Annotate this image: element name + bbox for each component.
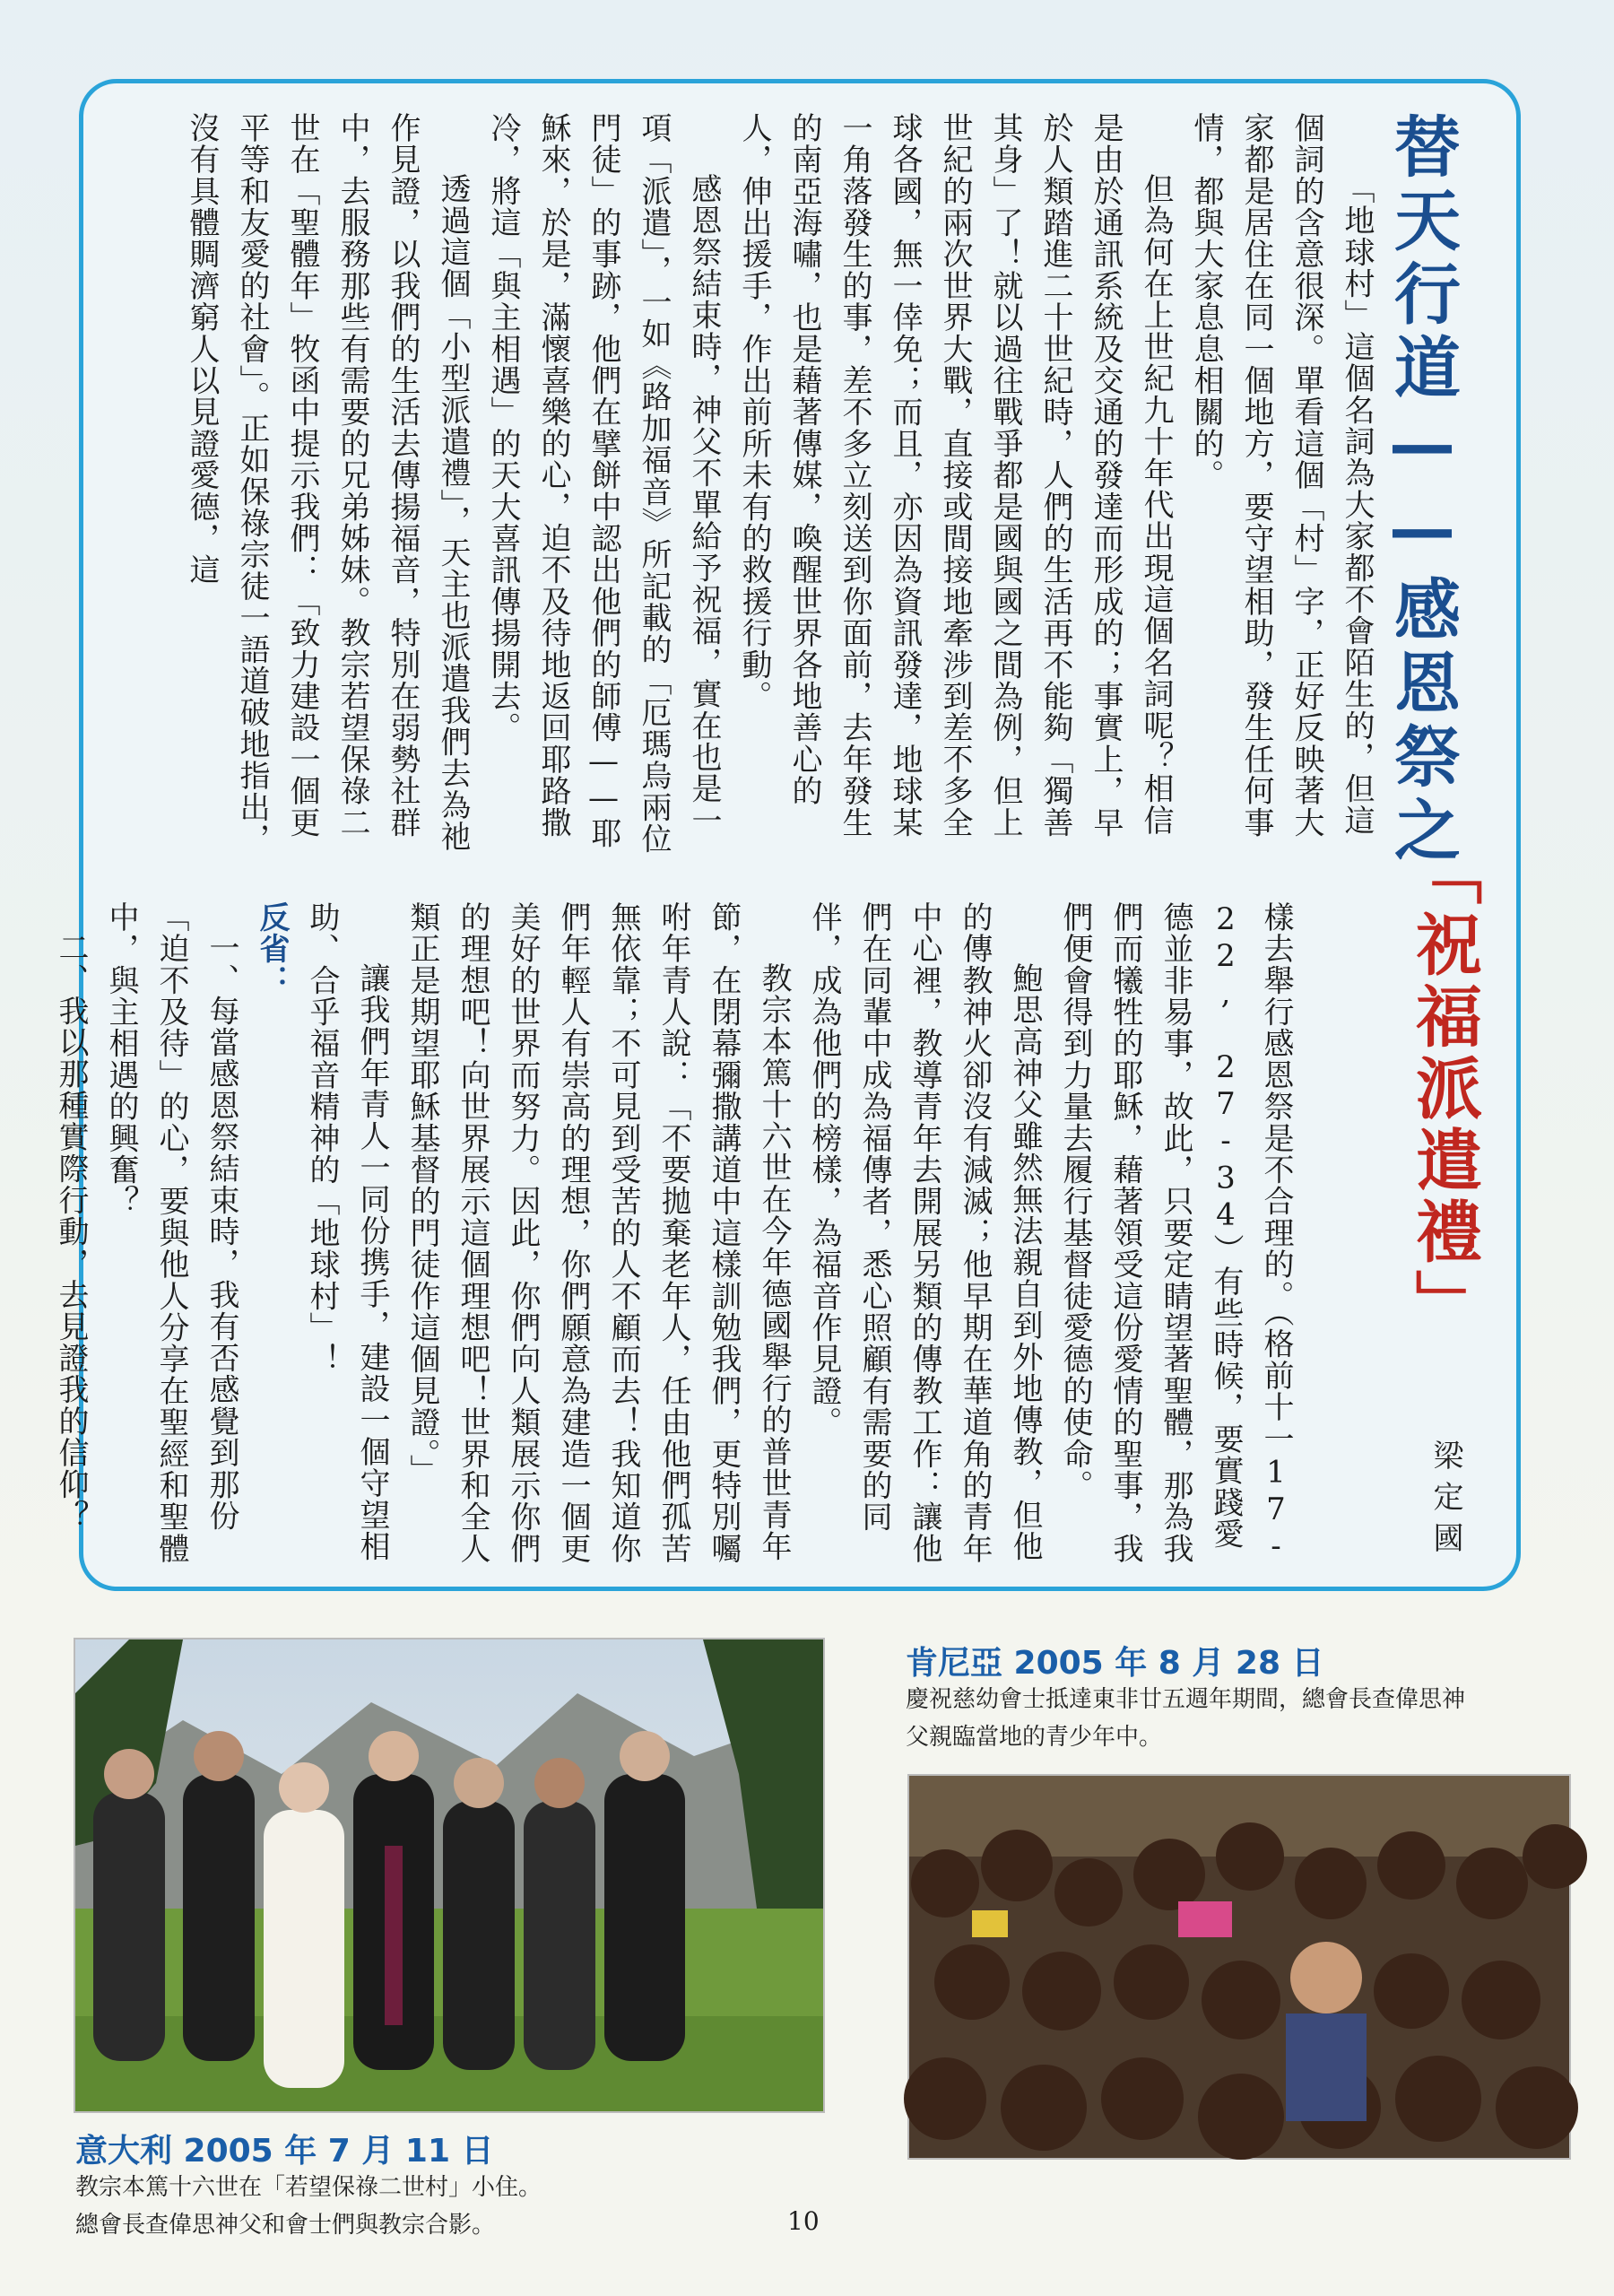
text-block-bottom <box>53 901 1301 1574</box>
paragraph: 透過這個「小型派遣禮」，天主也派遣我們去為祂作見證，以我們的生活去傳揚福音，特別在弱勢社群中，去服務那些有需要的兄弟姊妹。教宗若望保祿二世在「聖體年」牧函中提示我們：「致力建設一個更平等和友愛的社會」。正如保祿宗徒一語道破地指出，沒有具體賙濟窮人以見證愛德，這 <box>184 112 471 855</box>
paragraph: 樣去舉行感恩祭是不合理的。（格前十一17-22, 27-34）有些時候，要實踐愛德並非易事，故此，只要定睛望著聖體，那為我們而犧牲的耶穌，藉著領受這份愛情的聖事，我們便會得到力量去履行基督徒愛德的使命。 <box>1057 901 1294 1566</box>
article-subtitle: 「祝福派遣禮」 <box>1405 839 1482 1341</box>
paragraph: 但為何在上世紀九十年代出現這個名詞呢？相信是由於通訊系統及交通的發達而形成的；事實上，早於人類踏進二十世紀時，人們的生活再不能夠「獨善其身」了！就以過往戰爭都是國與國之間為例，但上世紀的兩次世界大戰，直接或間接地牽涉到差不多全球各國，無一倖免；而且，亦因為資訊發達，地球某一角落發生的事，差不多立刻送到你面前，去年發生的南亞海嘯，也是藉著傳媒，喚醒世界各地善心的人，伸出援手，作出前所未有的救援行動。 <box>736 112 1174 839</box>
paragraph: 「地球村」這個名詞為大家都不會陌生的，但這個詞的含意很深。單看這個「村」字，正好反映著大家都是居住在同一個地方，要守望相助，發生任何事情，都與大家息息相關的。 <box>1188 112 1375 839</box>
reflection-item: 一、每當感恩祭結束時，我有否感覺到那份「迫不及待」的心，要與他人分享在聖經和聖體中，與主相遇的興奮？ <box>103 901 239 1565</box>
text-block-top <box>126 112 1382 857</box>
paragraph: 教宗本篤十六世在今年德國舉行的普世青年節，在閉幕彌撒講道中這樣訓勉我們，更特別囑咐年青人說：「不要拋棄老年人，任由他們孤苦無依靠；不可見到受苦的人不顧而去！我知道你們年輕人有崇高的理想，你們願意為建造一個更美好的世界而努力。因此，你們向人類展示你們的理想吧！向世界展示這個理想吧！世界和全人類正是期望耶穌基督的門徒作這個見證。」 <box>404 901 792 1565</box>
paragraph: 感恩祭結束時，神父不單給予祝福，實在也是一項「派遣」，一如《路加福音》所記載的「厄瑪烏兩位門徒」的事跡，他們在擘餅中認出他們的師傅——耶穌來，於是，滿懷喜樂的心，迫不及待地返回耶路撒冷，將這「與主相遇」的天大喜訊傳揚開去。 <box>485 112 722 855</box>
photo-kenya-caption-title: 肯尼亞 2005 年 8 月 28 日 <box>906 1645 1324 1682</box>
reflection-heading: 反省： <box>254 901 290 996</box>
article-frame <box>53 79 1521 1591</box>
photo-italy-caption <box>75 2169 829 2244</box>
crowd-photo-image <box>909 1776 1569 2158</box>
photo-kenya-caption <box>906 1681 1551 1756</box>
paragraph: 鮑思高神父雖然無法親自到外地傳教，但他的傳教神火卻沒有減滅；他早期在華道角的青年中心裡，教導青年去開展另類的傳教工作：讓他們在同輩中成為福傳者，悉心照顧有需要的同伴，成為他們的榜樣，為福音作見證。 <box>806 901 1043 1565</box>
caption-line: 總會長查偉思神父和會士們與教宗合影。 <box>75 2212 496 2239</box>
photo-italy <box>74 1638 825 2113</box>
article-inner <box>53 112 1482 1566</box>
caption-line: 父親臨當地的青少年中。 <box>906 1724 1163 1751</box>
page-number: 10 <box>787 2206 820 2236</box>
group-photo-image <box>75 1639 823 2111</box>
caption-line: 教宗本篤十六世在「若望保祿二世村」小住。 <box>75 2174 542 2201</box>
paragraph: 讓我們年青人一同份携手，建設一個守望相助、合乎福音精神的「地球村」！ <box>304 901 390 1562</box>
photo-italy-caption-title: 意大利 2005 年 7 月 11 日 <box>75 2133 494 2170</box>
caption-line: 慶祝慈幼會士抵達東非廿五週年期間，總會長查偉思神 <box>906 1686 1466 1713</box>
photo-kenya <box>907 1774 1571 2160</box>
article-author: 梁定國 <box>1427 1439 1463 1563</box>
article-title: 替天行道——感恩祭之 <box>1384 112 1461 869</box>
reflection-item: 二、我以那種實際行動，去見證我的信仰？ <box>53 932 89 1532</box>
